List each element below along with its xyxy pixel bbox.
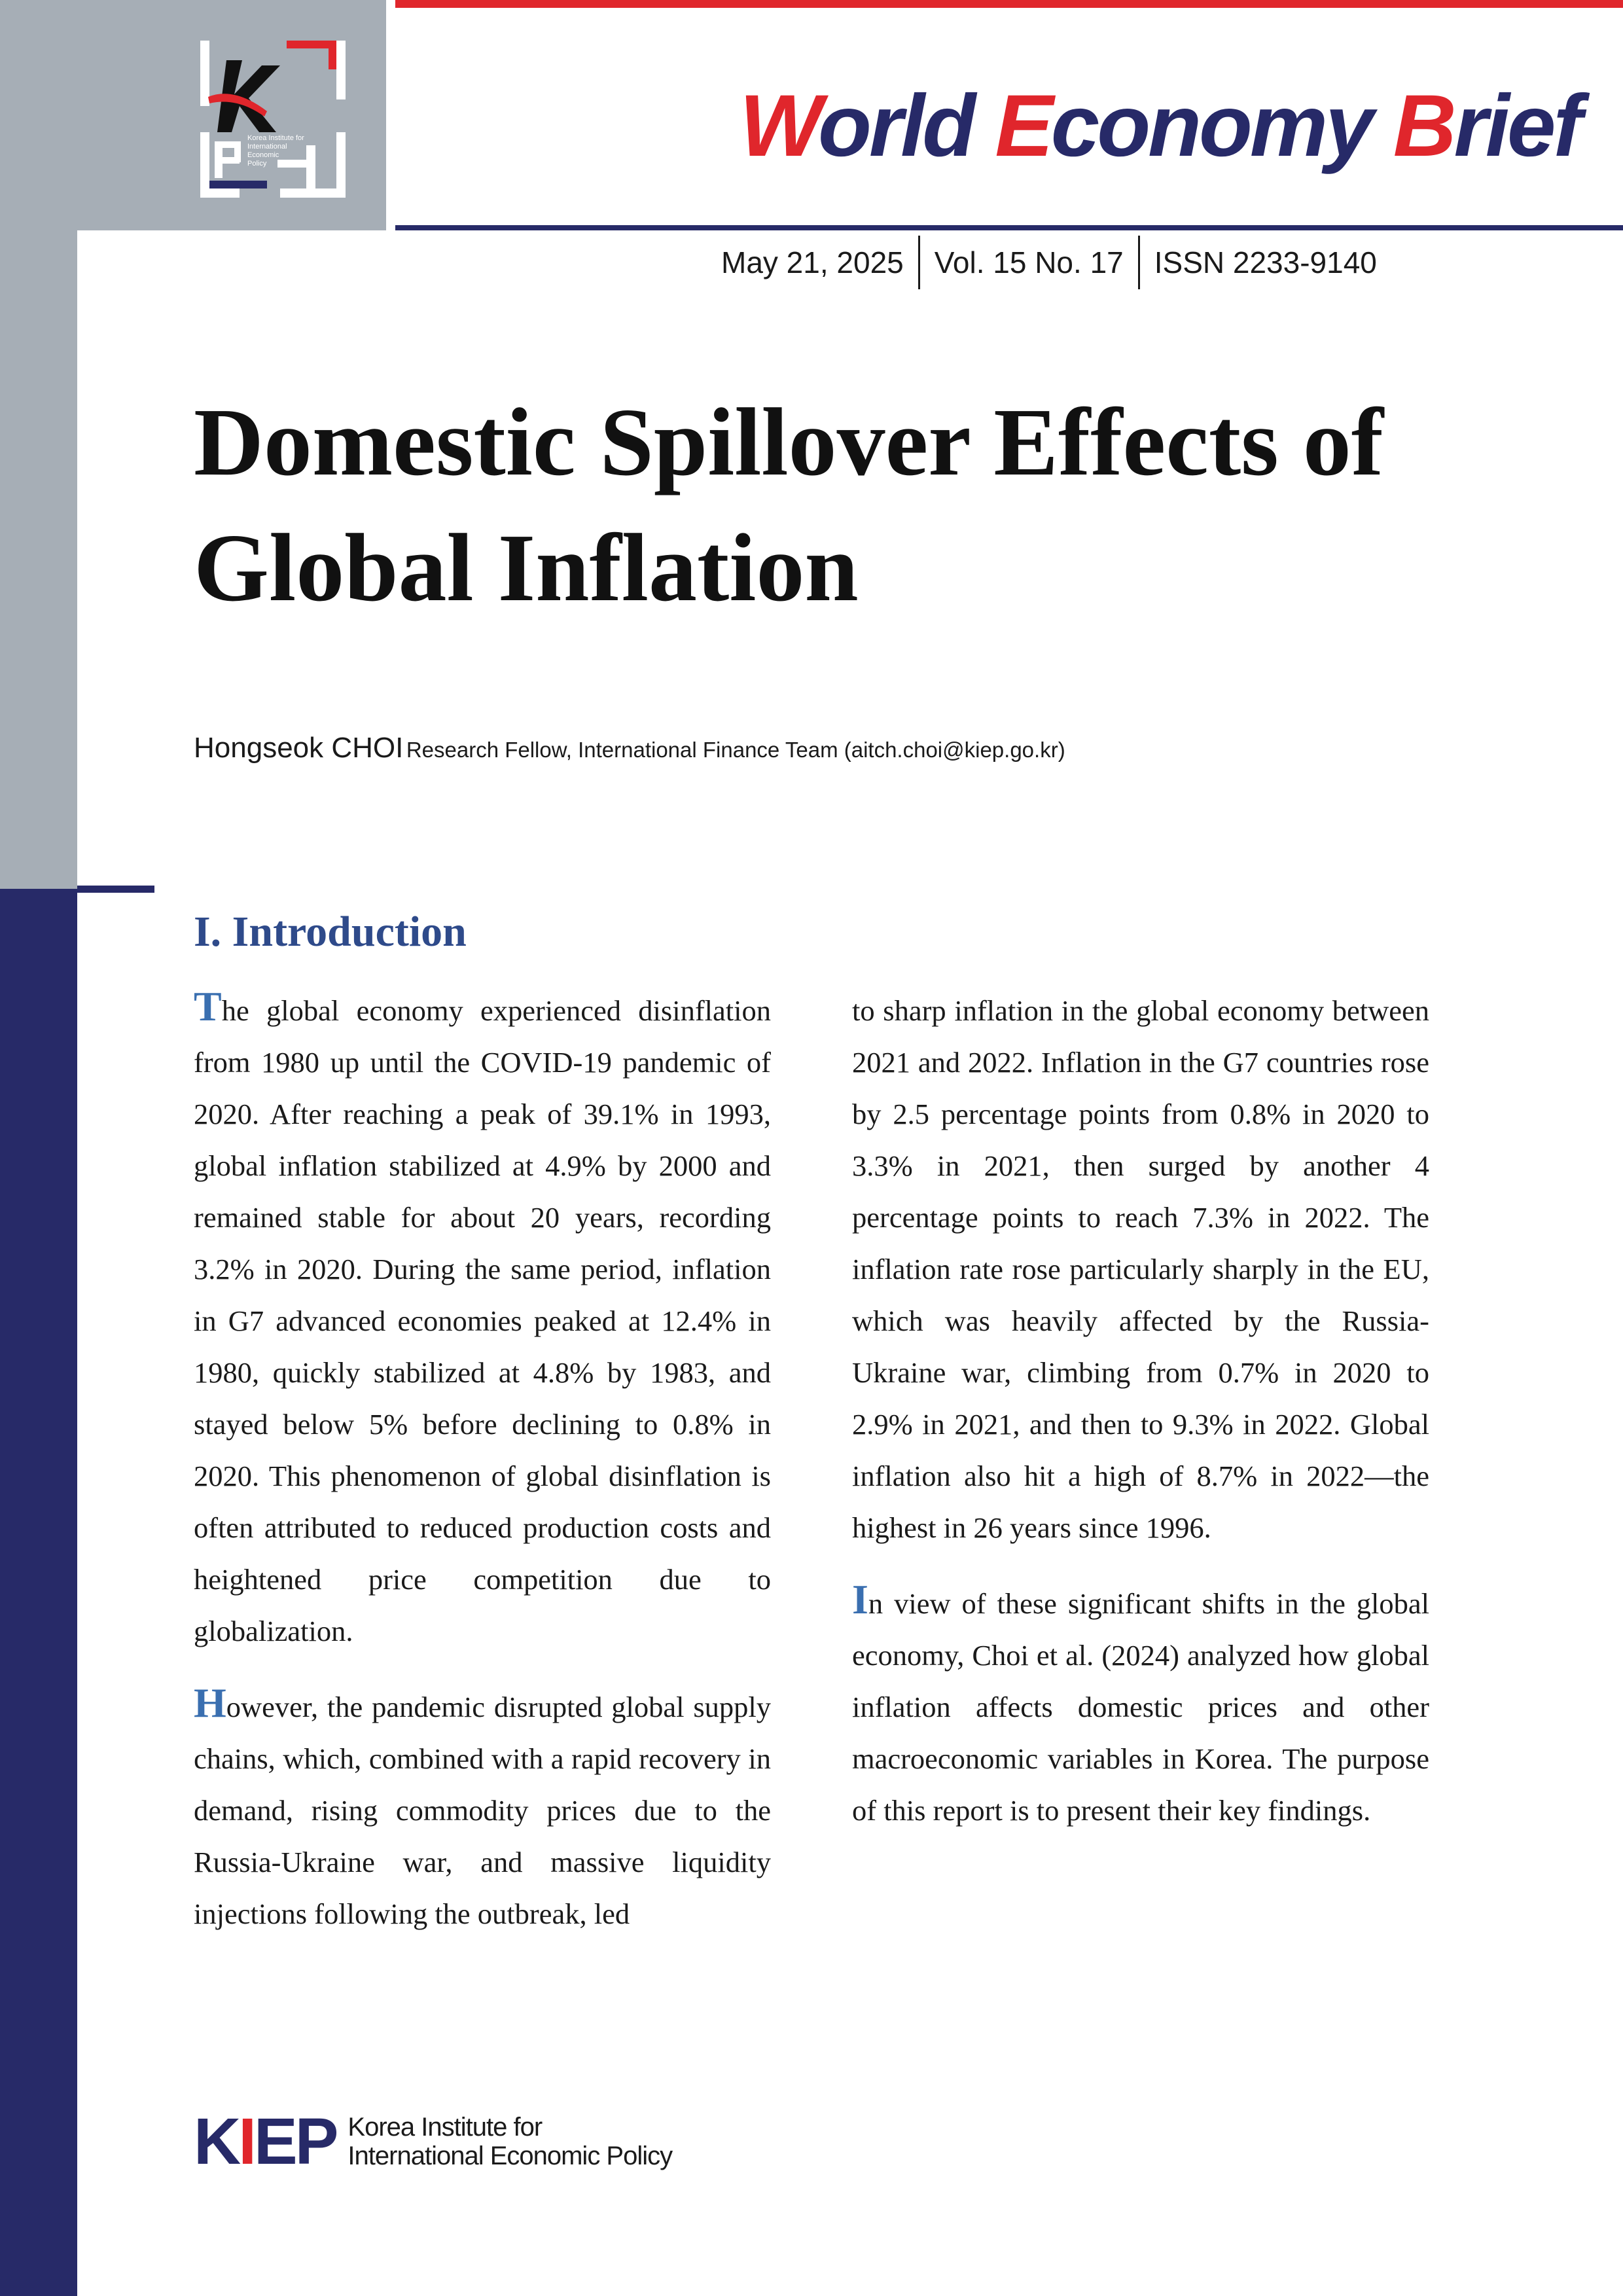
paragraph-text: he global economy experienced disinflation from 1980 up until the COVID-19 pandemic of 2020. After reaching a peak of 39.1% in 1993, global inflation stabilized at 4.9% by 2000 and remained stable for about 20 years, recording 3.2% in 2020. During the same period, inflation in G7 advanced economies peaked at 12.4% in 1980, quickly stabilized at 4.8% by 1983, and stayed below 5% before declining to 0.8% in 2020. This phenomenon of global disinflation is often attributed to reduced production costs and heightened price competition due to globalization.: [194, 994, 771, 1647]
masthead-cap-b: B: [1393, 77, 1454, 175]
paragraph-text: owever, the pandemic disrupted global supply chains, which, combined with a rapid recovery in demand, rising commodity prices due to the Russia-Ukraine war, and massive liquidity injections following the outbreak, led: [194, 1691, 771, 1930]
masthead-title: [740, 77, 1580, 175]
issue-date: May 21, 2025: [721, 245, 904, 279]
issue-volume: Vol. 15 No. 17: [934, 245, 1124, 279]
footer-mark-e: E: [254, 2105, 295, 2178]
page-title: [194, 380, 1470, 631]
footer-mark-p: P: [294, 2105, 336, 2178]
masthead-cap-w: W: [740, 77, 819, 175]
title-line-2: Global Inflation: [194, 514, 859, 622]
footer-line-1: Korea Institute for: [348, 2113, 543, 2142]
logo-caption-3: Economic: [247, 151, 279, 159]
dropcap: I: [852, 1576, 868, 1623]
author-line: [194, 732, 1065, 764]
title-line-1: Domestic Spillover Effects of: [194, 389, 1384, 496]
issue-issn: ISSN 2233-9140: [1154, 245, 1377, 279]
section-heading: I. Introduction: [194, 908, 467, 956]
logo-caption-2: International: [247, 143, 287, 151]
kiep-logo-icon: [188, 34, 359, 204]
logo-caption-4: Policy: [247, 160, 267, 168]
masthead-rest-e: conomy: [1050, 77, 1372, 175]
footer-logo: [194, 2105, 673, 2178]
logo-caption-1: Korea Institute for: [247, 134, 304, 142]
paragraph-3: [852, 1578, 1429, 1837]
masthead-rest-b: rief: [1454, 77, 1580, 175]
footer-mark-k: K: [194, 2105, 239, 2178]
paragraph-text: to sharp inflation in the global economy between 2021 and 2022. Inflation in the G7 countries rose by 2.5 percentage points from 0.8% in 2020 to 3.3% in 2021, then surged by another 4 percentage points to reach 7.3% in 2022. The inflation rate rose particularly sharply in the EU, which was heavily affected by the Russia-Ukraine war, climbing from 0.7% in 2020 to 2.9% in 2021, and then to 9.3% in 2022. Global inflation also hit a high of 8.7% in 2022—the highest in 26 years since 1996.: [852, 994, 1429, 1544]
issue-info: [707, 236, 1391, 289]
footer-line-2: International Economic Policy: [348, 2142, 673, 2170]
author-name: Hongseok CHOI: [194, 732, 404, 764]
top-red-rule: [395, 0, 1623, 8]
dropcap: T: [194, 983, 222, 1030]
footer-institute-name: [348, 2113, 672, 2170]
paragraph-2-continued: [852, 985, 1429, 1554]
left-gray-band: [0, 0, 77, 889]
band-accent-line: [77, 886, 154, 893]
author-role: Research Fellow, International Finance Team (aitch.choi@kiep.go.kr): [406, 738, 1065, 762]
header-navy-rule: [395, 225, 1623, 230]
paragraph-text: n view of these significant shifts in the global economy, Choi et al. (2024) analyzed how global inflation affects domestic prices and other macroeconomic variables in Korea. The purpose of this report is to present their key findings.: [852, 1587, 1429, 1827]
body-column-right: [852, 985, 1429, 1861]
paragraph-1: [194, 985, 771, 1657]
left-navy-band: [0, 889, 77, 2296]
footer-kiep-mark: [194, 2105, 336, 2178]
paragraph-2: [194, 1681, 771, 1940]
dropcap: H: [194, 1679, 226, 1726]
body-column-left: [194, 985, 771, 1964]
masthead-rest-w: orld: [818, 77, 974, 175]
masthead-cap-e: E: [995, 77, 1051, 175]
footer-mark-i: I: [238, 2105, 255, 2178]
